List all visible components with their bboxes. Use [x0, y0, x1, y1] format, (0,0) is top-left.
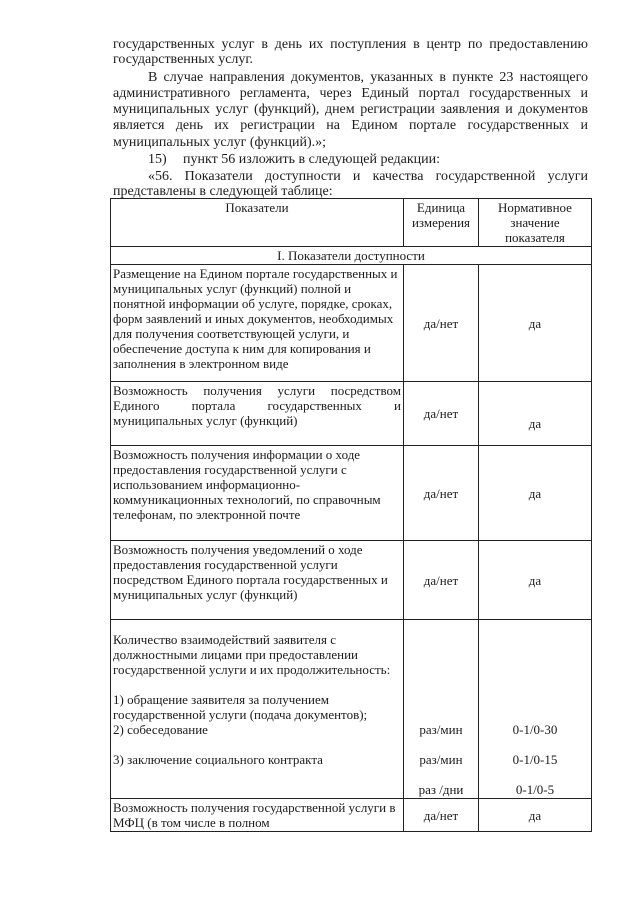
unit-cell: да/нет [404, 799, 479, 832]
value-cell [479, 620, 592, 799]
interaction-unit-3: раз /дни [418, 782, 464, 797]
paragraph-line: государственных услуг в день их поступления в центр по предоставлению [113, 37, 588, 52]
paragraph-line: муниципальных услуг (функций).»; [113, 135, 327, 150]
indicator-cell [111, 620, 404, 799]
indicator-cell: Возможность получения государственной услуги в МФЦ (в том числе в полном [111, 799, 404, 832]
value-cell: да [479, 265, 592, 382]
interaction-item-1: 1) обращение заявителя за получением государственной услуги (подача документов); [113, 692, 368, 722]
section-title: I. Показатели доступности [111, 247, 592, 265]
unit-cell: да/нет [404, 265, 479, 382]
indicator-cell: Размещение на Едином портале государственных и муниципальных услуг (функций) полной и понятной информации об услуге, порядке, сроках, форм заявлений и иных документов, необходимых для получения соответствующей услуги, и обеспечение доступа к ним для копирования и заполнения в электронном виде [111, 265, 404, 382]
paragraph-line: пункт 56 изложить в следующей редакции: [183, 152, 440, 167]
paragraph-line: является день их регистрации на Едином портале государственных и [113, 118, 588, 133]
interaction-unit-2: раз/мин [419, 752, 463, 767]
table-row [111, 382, 592, 446]
interaction-value-3: 0-1/0-5 [515, 782, 555, 797]
table-row [111, 799, 592, 832]
value-cell: да [479, 541, 592, 620]
value-cell: да [479, 799, 592, 832]
interaction-value-1: 0-1/0-30 [512, 722, 558, 737]
header-value: Нормативное значение показателя [479, 199, 592, 247]
paragraph-line: В случае направления документов, указанных в пункте 23 настоящего [148, 70, 588, 85]
interaction-value-2: 0-1/0-15 [512, 752, 558, 767]
list-number: 15) [148, 152, 167, 167]
interaction-item-2: 2) собеседование [113, 722, 208, 737]
paragraph-line: «56. Показатели доступности и качества государственной услуги [148, 169, 588, 184]
unit-cell: да/нет [404, 382, 479, 446]
paragraph-line: муниципальных услуг (функций), днем регистрации заявления и документов [113, 102, 588, 117]
section-row [111, 247, 592, 265]
value-cell: да [479, 382, 592, 446]
table-header-row [111, 199, 592, 247]
value-cell: да [479, 446, 592, 541]
paragraph-line: представлены в следующей таблице: [113, 184, 333, 199]
header-unit: Единица измерения [404, 199, 479, 247]
unit-cell: да/нет [404, 541, 479, 620]
indicator-cell: Возможность получения информации о ходе предоставления государственной услуги с использованием информационно-коммуникационных технологий, по справочным телефонам, по электронной почте [111, 446, 404, 541]
interaction-unit-1: раз/мин [419, 722, 463, 737]
interaction-item-3: 3) заключение социального контракта [113, 752, 323, 767]
indicator-cell: Возможность получения уведомлений о ходе предоставления государственной услуги посредством Единого портала государственных и муниципальных услуг (функций) [111, 541, 404, 620]
unit-cell [404, 620, 479, 799]
header-indicator: Показатели [111, 199, 404, 247]
table-row [111, 541, 592, 620]
unit-cell: да/нет [404, 446, 479, 541]
table-row-interactions [111, 620, 592, 799]
indicators-table [110, 198, 592, 832]
interaction-intro: Количество взаимодействий заявителя с должностными лицами при предоставлении государственной услуги и их продолжительность: [113, 632, 391, 677]
paragraph-line: государственных услуг. [113, 52, 254, 67]
paragraph-line: административного регламента, через Единый портал государственных и [113, 86, 588, 101]
table-row [111, 265, 592, 382]
table-row [111, 446, 592, 541]
indicator-cell: Возможность получения услуги посредством Единого портала государственных и муниципальных услуг (функций) [111, 382, 404, 446]
